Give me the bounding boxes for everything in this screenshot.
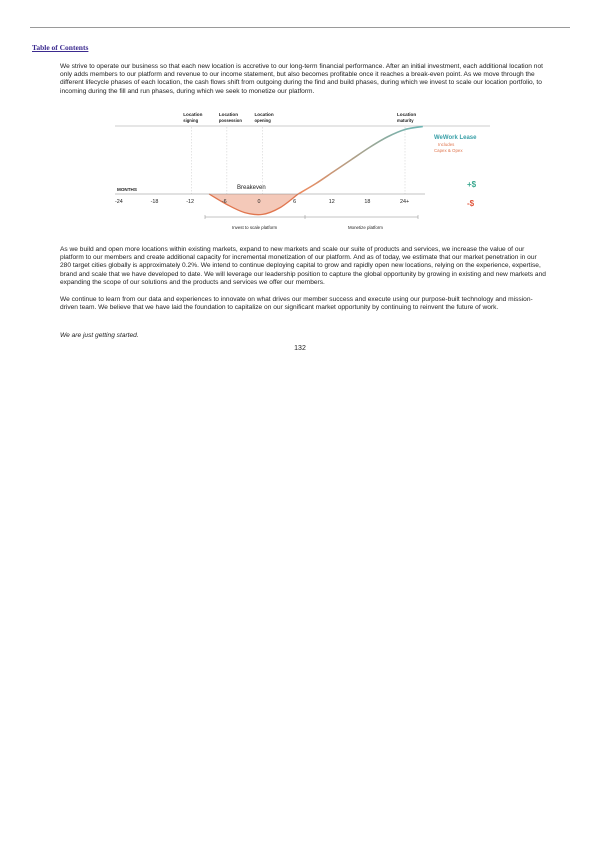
x-tick-label: 6 bbox=[293, 199, 297, 205]
cashflow-curve-positive bbox=[298, 127, 423, 195]
milestone-sublabel: opening bbox=[254, 118, 271, 123]
phase-monetize-label: Monetize platform bbox=[348, 225, 383, 230]
annotation-line3: Capex & Opex bbox=[434, 148, 463, 153]
x-tick-label: 24+ bbox=[400, 199, 410, 205]
top-rule bbox=[30, 27, 570, 28]
breakeven-label: Breakeven bbox=[237, 185, 266, 191]
table-of-contents-link[interactable]: Table of Contents bbox=[32, 43, 89, 52]
negative-label: -$ bbox=[467, 199, 475, 208]
annotation-line2: Includes bbox=[438, 142, 455, 147]
x-tick-label: -12 bbox=[186, 199, 195, 205]
x-tick-label: -24 bbox=[115, 199, 123, 205]
x-tick-label: -18 bbox=[150, 199, 159, 205]
paragraph-innovation: We continue to learn from our data and experiences to innovate on what drives our member success and execute using our purpose-built technology and mission-driven team. We believe that we have laid the foundation to capitalize on our significant market opportunity by continuing to reinvent the future of work. bbox=[60, 296, 533, 312]
phase-invest-label: Invest to scale platform bbox=[232, 225, 278, 230]
x-tick-label: 0 bbox=[257, 199, 261, 205]
milestone-label: Location bbox=[183, 112, 203, 117]
location-lifecycle-chart bbox=[100, 107, 500, 235]
milestone-sublabel: possession bbox=[218, 118, 242, 123]
paragraph-closing: We are just getting started. bbox=[60, 332, 139, 339]
paragraph-growth: As we build and open more locations within existing markets, expand to new markets and scale our suite of products and services, we increase the value of our platform to our members and create additional capacity for incremental monetization of our platform. And as of today, we estimate that our market penetration in our 280 target cities globally is approximately 0.2%. We intend to continue deploying capital to grow and rapidly open new locations, relying on the experience, expertise, brand and scale that we have developed to date. We will leverage our leadership position to capture the global opportunity by growing in existing and new markets and expanding the scope of our solutions and the products and services we offer our members. bbox=[60, 246, 546, 286]
x-tick-label: 18 bbox=[364, 199, 371, 205]
positive-label: +$ bbox=[467, 180, 477, 189]
x-axis-label: MONTHS bbox=[117, 187, 137, 192]
milestone-label: Location bbox=[218, 112, 239, 117]
x-tick-label: -6 bbox=[221, 199, 227, 205]
x-tick-label: 12 bbox=[328, 199, 335, 205]
paragraph-lifecycle: We strive to operate our business so that each new location is accretive to our long-term financial performance. After an initial investment, each additional location not only adds members to our platform and revenue to our income statement, but also becomes profitable once it reaches a break-even point. As we move through the different lifecycle phases of each location, the cash flows shift from outgoing during the find and build phases, during which we invest to scale our location portfolio, to incoming during the fill and run phases, during which we seek to monetize our platform. bbox=[60, 63, 543, 95]
milestone-label: Location bbox=[397, 112, 417, 117]
milestone-sublabel: signing bbox=[183, 118, 199, 123]
annotation-title: WeWork Lease bbox=[434, 135, 477, 141]
page-number: 132 bbox=[294, 345, 306, 352]
milestone-label: Location bbox=[254, 112, 274, 117]
milestone-sublabel: maturity bbox=[397, 118, 414, 123]
